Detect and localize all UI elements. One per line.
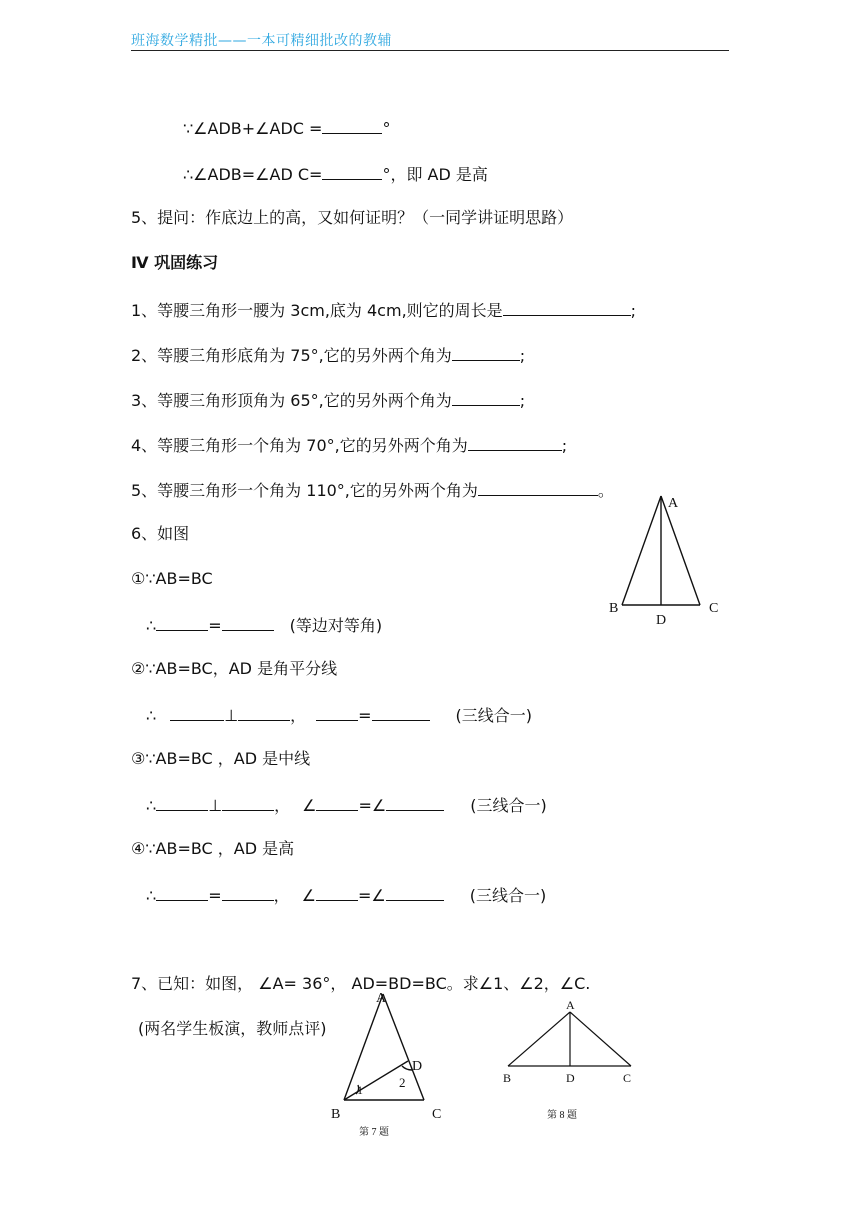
answer-blank[interactable] (238, 704, 290, 721)
equals-angle-sign: =∠ (357, 886, 386, 905)
exercise-2-tail: ; (519, 346, 526, 365)
comma: ， (274, 796, 291, 815)
label-c: C (432, 1107, 442, 1122)
case-2: ②∵AB=BC，AD 是角平分线 (131, 659, 338, 678)
answer-blank[interactable] (452, 344, 520, 361)
proof-line-2-tail: °，即 AD 是高 (382, 165, 488, 184)
section-heading: Ⅳ 巩固练习 (131, 253, 219, 272)
segment-ab (344, 994, 383, 1100)
label-a: A (668, 496, 679, 511)
figure-7-caption: 第 7 题 (359, 1127, 389, 1138)
answer-blank[interactable] (452, 389, 520, 406)
segment-ab (508, 1012, 570, 1066)
exercise-3 (131, 389, 525, 411)
answer-blank[interactable] (372, 704, 430, 721)
case-2-result (146, 704, 532, 726)
angle-1-label: 1 (357, 1083, 363, 1097)
label-d: D (656, 613, 667, 628)
proof-line-1 (183, 117, 390, 139)
label-b: B (503, 1071, 512, 1085)
proof-line-2-text: ∴∠ADB=∠AD C= (183, 165, 323, 184)
therefore-sign: ∴ (146, 886, 157, 905)
answer-blank[interactable] (156, 794, 208, 811)
case-1-result (146, 614, 382, 636)
case-3-result (146, 794, 547, 816)
figure-8-caption: 第 8 题 (547, 1110, 577, 1121)
answer-blank[interactable] (316, 704, 358, 721)
exercise-5 (131, 479, 614, 501)
answer-blank[interactable] (316, 794, 358, 811)
reason-text: (三线合一) (455, 706, 533, 725)
case-4-result (146, 884, 546, 906)
exercise-1-text: 1、等腰三角形一腰为 3cm,底为 4cm,则它的周长是 (131, 301, 503, 320)
answer-blank[interactable] (222, 794, 274, 811)
angle-2-label: 2 (399, 1075, 406, 1090)
equals-sign: = (358, 706, 372, 725)
therefore-sign: ∴ (146, 616, 157, 635)
equals-sign: = (208, 616, 222, 635)
reason-text: (等边对等角) (289, 616, 383, 635)
case-1: ①∵AB=BC (131, 569, 213, 588)
exercise-2 (131, 344, 525, 366)
label-d: D (566, 1071, 575, 1085)
exercise-7-note: (两名学生板演，教师点评) (138, 1019, 327, 1038)
proof-line-1-text: ∵∠ADB+∠ADC = (183, 119, 323, 138)
exercise-4 (131, 434, 567, 456)
therefore-sign: ∴ (146, 796, 157, 815)
answer-blank[interactable] (156, 884, 208, 901)
label-a: A (376, 991, 387, 1006)
label-c: C (623, 1071, 632, 1085)
answer-blank[interactable] (316, 884, 358, 901)
reason-text: (三线合一) (469, 886, 547, 905)
exercise-2-text: 2、等腰三角形底角为 75°,它的另外两个角为 (131, 346, 452, 365)
exercise-3-text: 3、等腰三角形顶角为 65°,它的另外两个角为 (131, 391, 452, 410)
exercise-6: 6、如图 (131, 524, 190, 543)
exercise-5-tail: 。 (597, 481, 614, 500)
answer-blank[interactable] (322, 163, 382, 180)
answer-blank[interactable] (222, 884, 274, 901)
answer-blank[interactable] (322, 117, 382, 134)
label-d: D (412, 1059, 423, 1074)
case-3: ③∵AB=BC ，AD 是中线 (131, 749, 311, 768)
exercise-4-tail: ; (561, 436, 568, 455)
label-c: C (709, 601, 719, 616)
figure-7 (326, 990, 456, 1140)
answer-blank[interactable] (170, 704, 224, 721)
reason-text: (三线合一) (470, 796, 547, 815)
header-text: 班海数学精批——一本可精细批改的教辅 (131, 33, 392, 49)
exercise-3-tail: ; (519, 391, 526, 410)
exercise-1-tail: ; (630, 301, 637, 320)
label-b: B (609, 601, 619, 616)
degree-sign: ° (382, 119, 391, 138)
exercise-7: 7、已知：如图， ∠A= 36°， AD=BD=BC。求∠1、∠2，∠C. (131, 974, 591, 993)
figure-6 (600, 488, 730, 628)
segment-ac (661, 496, 700, 605)
answer-blank[interactable] (503, 299, 631, 316)
therefore-sign: ∴ (146, 706, 157, 725)
exercise-1 (131, 299, 636, 321)
label-a: A (566, 998, 575, 1012)
answer-blank[interactable] (468, 434, 562, 451)
answer-blank[interactable] (478, 479, 598, 496)
exercise-4-text: 4、等腰三角形一个角为 70°,它的另外两个角为 (131, 436, 468, 455)
perpendicular-sign: ⊥ (208, 796, 223, 815)
proof-line-2 (183, 163, 488, 185)
answer-blank[interactable] (386, 884, 444, 901)
angle-sign: ∠ (301, 886, 316, 905)
answer-blank[interactable] (386, 794, 444, 811)
segment-ac (570, 1012, 631, 1066)
segment-ab (622, 496, 661, 605)
case-4: ④∵AB=BC ，AD 是高 (131, 839, 295, 858)
equals-sign: = (208, 886, 222, 905)
angle-sign: ∠ (302, 796, 317, 815)
label-b: B (331, 1107, 341, 1122)
perpendicular-sign: ⊥ (224, 706, 239, 725)
exercise-5-text: 5、等腰三角形一个角为 110°,它的另外两个角为 (131, 481, 478, 500)
equals-angle-sign: =∠ (358, 796, 387, 815)
answer-blank[interactable] (156, 614, 208, 631)
comma: ， (290, 706, 307, 725)
question-prompt: 5、提问：作底边上的高，又如何证明？（一同学讲证明思路） (131, 208, 574, 227)
comma: ， (273, 886, 290, 905)
answer-blank[interactable] (222, 614, 274, 631)
page-header (131, 28, 729, 51)
figure-8 (500, 998, 640, 1128)
